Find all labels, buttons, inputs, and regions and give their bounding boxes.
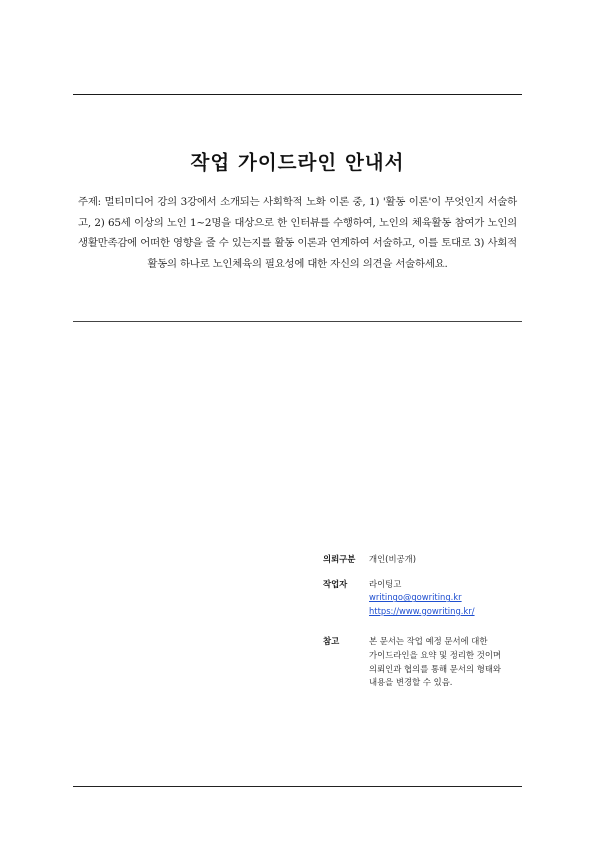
note-line: 본 문서는 작업 예정 문서에 대한: [369, 636, 488, 647]
note-line: 의뢰인과 협의를 통해 문서의 형태와: [369, 663, 502, 674]
request-type-row: [323, 553, 543, 567]
topic-paragraph: 주제: 멀티미디어 강의 3강에서 소개되는 사회학적 노화 이론 중, 1) '활동 이론'이 무엇인지 서술하고, 2) 65세 이상의 노인 1~2명을 대상으로 한 인터뷰를 수행하여, 노인의 체육활동 참여가 노인의 생활만족감에 어떠한 영향을 줄 수 있는지를 활동 이론과 연계하여 서술하고, 이를 토대로 3) 사회적 활동의 하나로 노인체육의 필요성에 대한 자신의 의견을 서술하세요.: [78, 196, 517, 270]
author-row: [323, 578, 543, 619]
note-row: [323, 635, 543, 689]
request-type-label: 의뢰구분: [323, 554, 356, 564]
author-details: [369, 578, 543, 619]
document-meta: [323, 553, 543, 690]
request-type-value: 개인(비공개): [369, 554, 416, 564]
document-title: 작업 가이드라인 안내서: [190, 151, 405, 174]
author-email-link[interactable]: writingo@gowriting.kr: [369, 592, 462, 603]
author-name: 라이팅고: [369, 578, 402, 589]
top-rule: [73, 94, 522, 95]
author-website-link[interactable]: https://www.gowriting.kr/: [369, 605, 475, 616]
middle-rule: [73, 321, 522, 322]
note-line: 내용을 변경할 수 있음.: [369, 677, 453, 688]
note-text: [369, 635, 543, 689]
note-label: 참고: [323, 636, 340, 647]
note-line: 가이드라인을 요약 및 정리한 것이며: [369, 649, 502, 660]
bottom-rule: [73, 786, 522, 787]
author-label: 작업자: [323, 578, 348, 589]
